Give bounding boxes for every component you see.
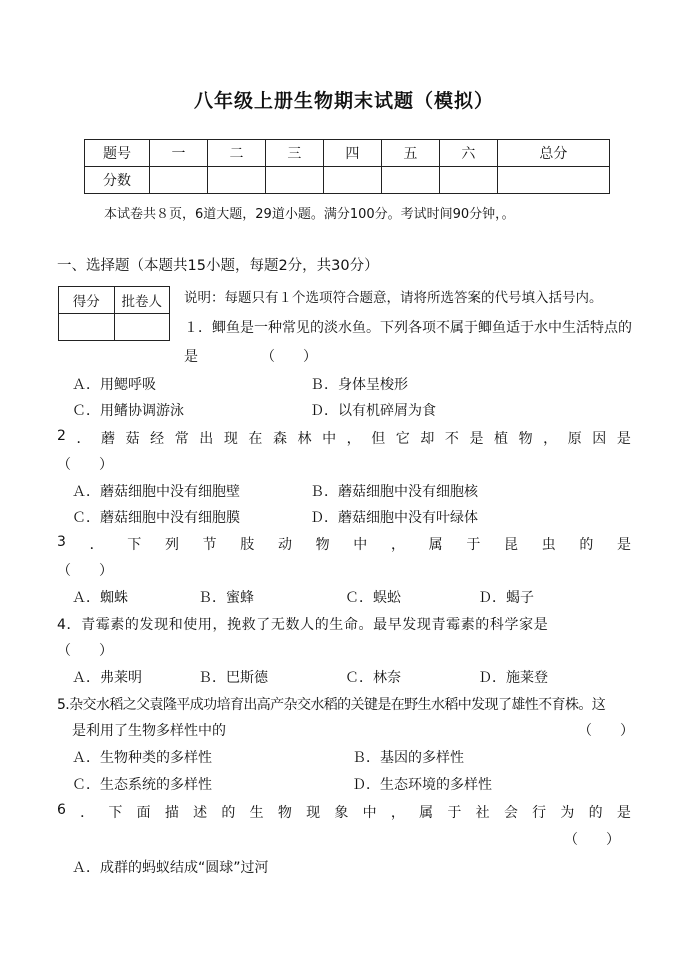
question-4-option-d[interactable]: Ｄ．施莱登 bbox=[478, 670, 548, 686]
grader-name-cell[interactable] bbox=[114, 314, 170, 341]
question-1-stem: １．鲫鱼是一种常见的淡水鱼。下列各项不属于鲫鱼适于水中生活特点的 bbox=[184, 320, 632, 336]
question-3-stem: 3 ． 下 列 节 肢 动 物 中 ， 属 于 昆 虫 的 是 bbox=[57, 534, 631, 553]
score-header-cell: 六 bbox=[439, 140, 497, 167]
question-5-option-d[interactable]: Ｄ．生态环境的多样性 bbox=[352, 777, 492, 793]
score-header-cell: 三 bbox=[265, 140, 323, 167]
question-2-option-b[interactable]: Ｂ．蘑菇细胞中没有细胞核 bbox=[310, 484, 478, 500]
score-header-cell: 二 bbox=[207, 140, 265, 167]
grader-score-cell[interactable] bbox=[59, 314, 115, 341]
score-header-cell: 四 bbox=[323, 140, 381, 167]
question-1-option-a[interactable]: Ａ．用鳃呼吸 bbox=[72, 377, 156, 393]
score-input-cell[interactable] bbox=[150, 167, 208, 194]
score-table-score-row bbox=[85, 167, 610, 194]
section-heading: 一、选择题（本题共15小题，每题2分，共30分） bbox=[57, 258, 379, 274]
grader-table bbox=[58, 286, 170, 341]
question-5-stem: 5.杂交水稻之父袁隆平成功培育出高产杂交水稻的关键是在野生水稻中发现了雄性不育株。这 bbox=[57, 697, 606, 713]
question-4-option-b[interactable]: Ｂ．巴斯德 bbox=[198, 670, 268, 686]
question-6-answer-paren[interactable]: （ ） bbox=[564, 832, 620, 848]
question-5-answer-paren[interactable]: （ ） bbox=[578, 723, 634, 739]
question-5-option-a[interactable]: Ａ．生物种类的多样性 bbox=[72, 750, 212, 766]
question-1-option-b[interactable]: Ｂ．身体呈梭形 bbox=[310, 377, 408, 393]
question-3-option-b[interactable]: Ｂ．蜜蜂 bbox=[198, 590, 254, 606]
question-2-option-d[interactable]: Ｄ．蘑菇细胞中没有叶绿体 bbox=[310, 510, 478, 526]
score-input-cell[interactable] bbox=[497, 167, 609, 194]
question-1-option-d[interactable]: Ｄ．以有机碎屑为食 bbox=[310, 403, 436, 419]
question-4-option-a[interactable]: Ａ．弗莱明 bbox=[72, 670, 142, 686]
score-input-cell[interactable] bbox=[265, 167, 323, 194]
question-4-option-c[interactable]: Ｃ．林奈 bbox=[345, 670, 401, 686]
question-1-stem-cont: 是 （ ） bbox=[184, 349, 317, 365]
question-3-option-c[interactable]: Ｃ．蜈蚣 bbox=[345, 590, 401, 606]
question-3-option-d[interactable]: Ｄ．蝎子 bbox=[478, 590, 534, 606]
question-2-answer-paren[interactable]: （ ） bbox=[57, 457, 113, 473]
score-header-cell: 总分 bbox=[497, 140, 609, 167]
score-input-cell[interactable] bbox=[381, 167, 439, 194]
question-5-stem-cont: 是利用了生物多样性中的 bbox=[72, 723, 226, 739]
question-3-option-a[interactable]: Ａ．蜘蛛 bbox=[72, 590, 128, 606]
exam-note: 本试卷共８页，6道大题，29道小题。满分100分。考试时间90分钟，。 bbox=[104, 207, 515, 222]
question-2-option-c[interactable]: Ｃ．蘑菇细胞中没有细胞膜 bbox=[72, 510, 240, 526]
page-title: 八年级上册生物期末试题（模拟） bbox=[193, 90, 494, 112]
score-table bbox=[84, 139, 610, 194]
question-6-stem: 6 ． 下 面 描 述 的 生 物 现 象 中 ， 属 于 社 会 行 为 的 是 bbox=[57, 802, 631, 821]
score-input-cell[interactable] bbox=[439, 167, 497, 194]
score-header-cell: 五 bbox=[381, 140, 439, 167]
question-5-option-c[interactable]: Ｃ．生态系统的多样性 bbox=[72, 777, 212, 793]
score-input-cell[interactable] bbox=[323, 167, 381, 194]
question-5-option-b[interactable]: Ｂ．基因的多样性 bbox=[352, 750, 464, 766]
question-4-stem: 4．青霉素的发现和使用，挽救了无数人的生命。最早发现青霉素的科学家是 bbox=[57, 617, 549, 633]
question-2-option-a[interactable]: Ａ．蘑菇细胞中没有细胞壁 bbox=[72, 484, 240, 500]
score-table-header-row bbox=[85, 140, 610, 167]
question-3-answer-paren[interactable]: （ ） bbox=[57, 563, 113, 579]
question-1-option-c[interactable]: Ｃ．用鳍协调游泳 bbox=[72, 403, 184, 419]
grader-score-label: 得分 bbox=[59, 287, 115, 314]
question-2-stem: 2 ． 蘑 菇 经 常 出 现 在 森 林 中 ， 但 它 却 不 是 植 物 ， 原 因 是 bbox=[57, 428, 631, 447]
question-6-option-a[interactable]: Ａ．成群的蚂蚁结成“圆球”过河 bbox=[72, 860, 269, 876]
question-4-answer-paren[interactable]: （ ） bbox=[57, 643, 113, 659]
score-header-cell: 一 bbox=[150, 140, 208, 167]
score-row-label: 分数 bbox=[85, 167, 150, 194]
score-header-cell: 题号 bbox=[85, 140, 150, 167]
score-input-cell[interactable] bbox=[207, 167, 265, 194]
section-instructions: 说明：每题只有１个选项符合题意，请将所选答案的代号填入括号内。 bbox=[184, 290, 603, 306]
grader-name-label: 批卷人 bbox=[114, 287, 170, 314]
